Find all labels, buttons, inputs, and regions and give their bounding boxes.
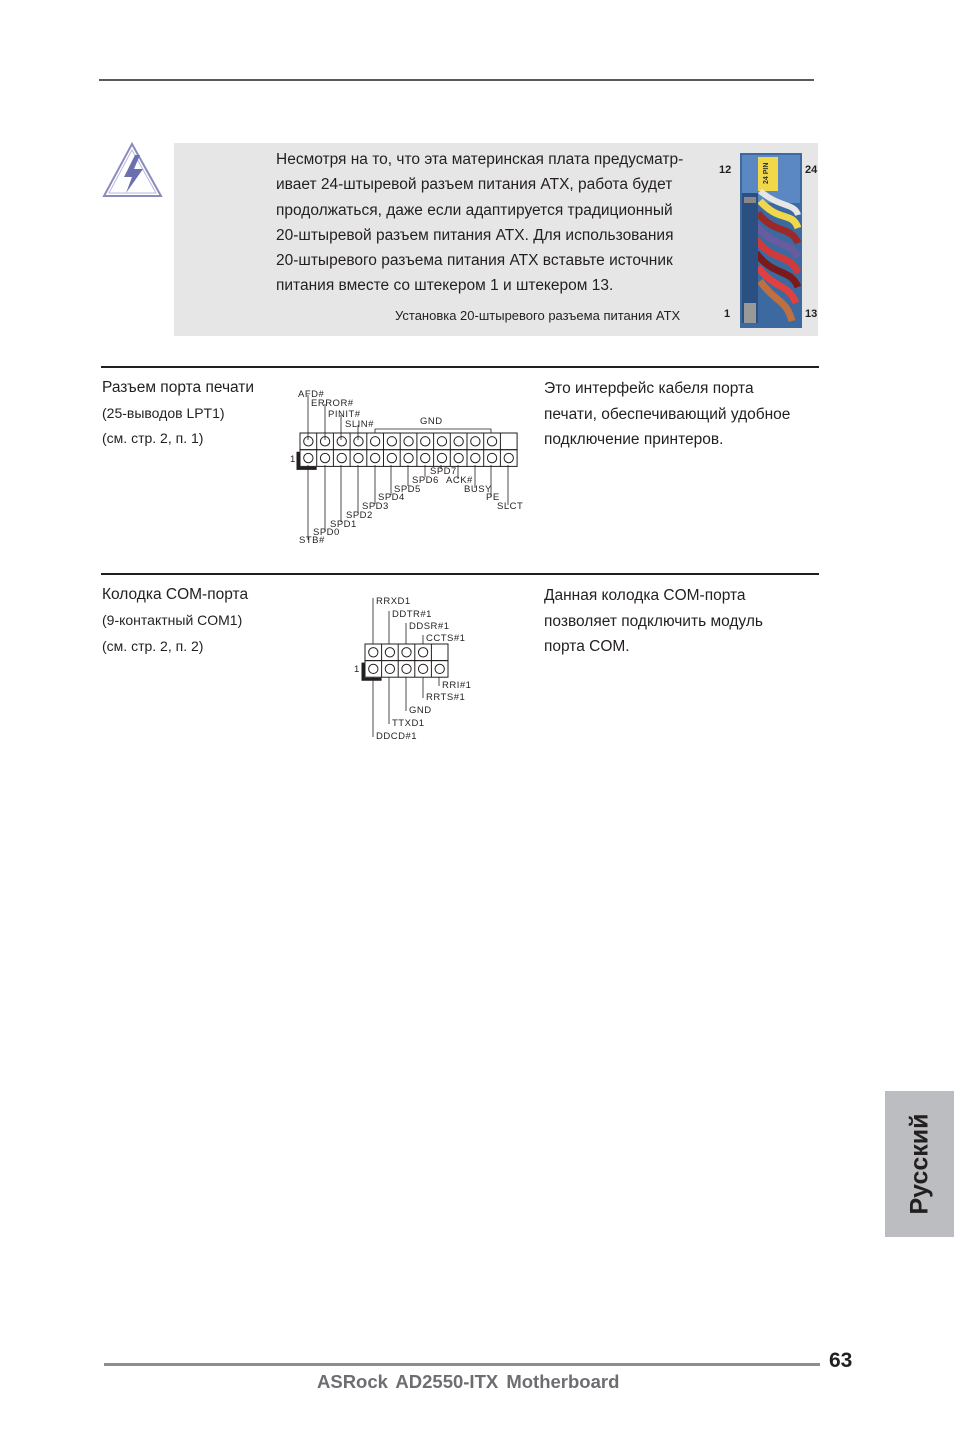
lpt-title: Разъем порта печати: [102, 379, 255, 396]
lpt-label-pe: PE: [486, 492, 500, 503]
lpt-label-pinit: PINIT#: [328, 409, 361, 420]
lpt-label-busy: BUSY: [464, 484, 492, 495]
pin-hole: [337, 453, 346, 462]
pin-hole: [404, 437, 413, 446]
photo-caption: Установка 20-штыревого разъема питания ATX: [395, 308, 681, 323]
pin-hole: [454, 437, 463, 446]
header-rule: [99, 79, 814, 81]
note-line: Несмотря на то, что эта материнская плата предусматр-: [276, 151, 684, 168]
lpt-pin-diagram: [286, 385, 526, 550]
pin-hole: [487, 453, 496, 462]
com-subtitle: (9-контактный COM1): [102, 612, 243, 628]
com-label-ddsr: DDSR#1: [409, 621, 450, 632]
pin-hole: [369, 648, 378, 657]
warning-icon: [102, 141, 164, 199]
lpt-label-slin: SLIN#: [345, 419, 374, 430]
pin-label-12: 12: [719, 164, 732, 176]
pin-hole: [370, 437, 379, 446]
pin-hole: [421, 437, 430, 446]
pin-hole: [387, 453, 396, 462]
lpt-desc-line: печати, обеспечивающий удобное: [544, 405, 791, 423]
com-label-pin1: 1: [354, 664, 360, 675]
pin1-marker: [298, 452, 317, 469]
pin-hole: [304, 453, 313, 462]
pin-hole: [385, 664, 394, 673]
pin-hole: [418, 648, 427, 657]
lpt-label-slct: SLCT: [497, 501, 524, 512]
section-rule-com: [101, 573, 819, 575]
lpt-desc-line: подключение принтеров.: [544, 431, 724, 448]
lpt-label-spd4: SPD4: [378, 492, 405, 503]
pin-hole: [421, 453, 430, 462]
note-line: питания вместе со штекером 1 и штекером 13.: [276, 277, 614, 295]
pin-hole: [454, 453, 463, 462]
lpt-label-gnd: GND: [420, 416, 443, 427]
pin-label-24: 24: [805, 164, 818, 176]
pin-hole: [387, 437, 396, 446]
lpt-subtitle: (25-выводов LPT1): [102, 405, 225, 421]
pin-hole: [337, 437, 346, 446]
lpt-label-pin1: 1: [290, 454, 296, 465]
pin-label-13: 13: [805, 308, 818, 320]
pin-hole: [435, 664, 444, 673]
pin-hole: [437, 437, 446, 446]
lpt-label-spd0: SPD0: [313, 527, 340, 538]
com-label-ccts: CCTS#1: [426, 633, 466, 644]
pin-hole: [369, 664, 378, 673]
note-line: ивает 24-штыревой разъем питания ATX, работа будет: [276, 176, 673, 194]
lpt-label-spd7: SPD7: [430, 466, 457, 477]
lpt-label-spd2: SPD2: [346, 510, 373, 521]
pin-hole: [487, 437, 496, 446]
lpt-label-stb: STB#: [299, 535, 325, 546]
pin-hole: [402, 648, 411, 657]
com-label-ddtr: DDTR#1: [392, 609, 432, 620]
photo-label: 24 PIN: [763, 162, 770, 184]
section-rule-lpt: [101, 366, 819, 368]
com-label-ddcd: DDCD#1: [376, 731, 418, 742]
com-label-rrts: RRTS#1: [426, 692, 466, 703]
footer-rule: [104, 1363, 820, 1366]
note-text: [276, 147, 724, 299]
com-label-rri: RRI#1: [442, 680, 472, 691]
note-line: продолжаться, даже если адаптируется традиционный: [276, 201, 673, 219]
pin-hole: [437, 453, 446, 462]
pin-hole: [471, 437, 480, 446]
com-title: Колодка COM-порта: [102, 586, 249, 603]
lpt-label-spd5: SPD5: [394, 484, 421, 495]
lpt-description: [544, 376, 824, 453]
pin-hole: [504, 453, 513, 462]
com-pin-diagram: [350, 590, 480, 745]
pin-hole: [385, 648, 394, 657]
com-description: [544, 583, 824, 660]
lpt-label-spd3: SPD3: [362, 501, 389, 512]
pin-hole: [354, 437, 363, 446]
pin-hole: [354, 453, 363, 462]
lpt-desc-line: Это интерфейс кабеля порта: [544, 380, 754, 397]
page-number: 63: [829, 1349, 853, 1372]
com-desc-line: Данная колодка COM-порта: [544, 587, 746, 604]
com-desc-line: порта COM.: [544, 638, 630, 655]
lpt-label-spd6: SPD6: [412, 475, 439, 486]
lpt-page-ref: (см. стр. 2, п. 1): [102, 430, 204, 446]
pin-label-1: 1: [724, 308, 731, 320]
header-top-row: [300, 433, 517, 450]
lpt-label-ack: ACK#: [446, 475, 473, 486]
language-tab: [885, 1091, 954, 1237]
pin-hole: [404, 453, 413, 462]
pin-hole: [471, 453, 480, 462]
note-line: 20-штыревой разъем питания ATX. Для использования: [276, 226, 674, 244]
header-bottom-row: [300, 450, 517, 467]
pin-hole: [418, 664, 427, 673]
pin-hole: [320, 453, 329, 462]
footer-product-name: ASRock AD2550-ITX Motherboard: [317, 1371, 620, 1392]
com-desc-line: позволяет подключить модуль: [544, 612, 763, 630]
lpt-label-afd: AFD#: [298, 389, 325, 400]
com-label-ttxd: TTXD1: [392, 718, 425, 729]
atx-connector-photo: [740, 153, 802, 328]
note-line: 20-штыревого разъема питания ATX вставьте источник: [276, 252, 673, 270]
com-label-rrxd: RRXD1: [376, 596, 411, 607]
com-page-ref: (см. стр. 2, п. 2): [102, 638, 204, 654]
pin-hole: [402, 664, 411, 673]
pin-hole: [370, 453, 379, 462]
lpt-label-spd1: SPD1: [330, 519, 357, 530]
com-label-gnd: GND: [409, 705, 432, 716]
lpt-label-error: ERROR#: [311, 398, 354, 409]
language-tab-label: Русский: [905, 1113, 933, 1215]
